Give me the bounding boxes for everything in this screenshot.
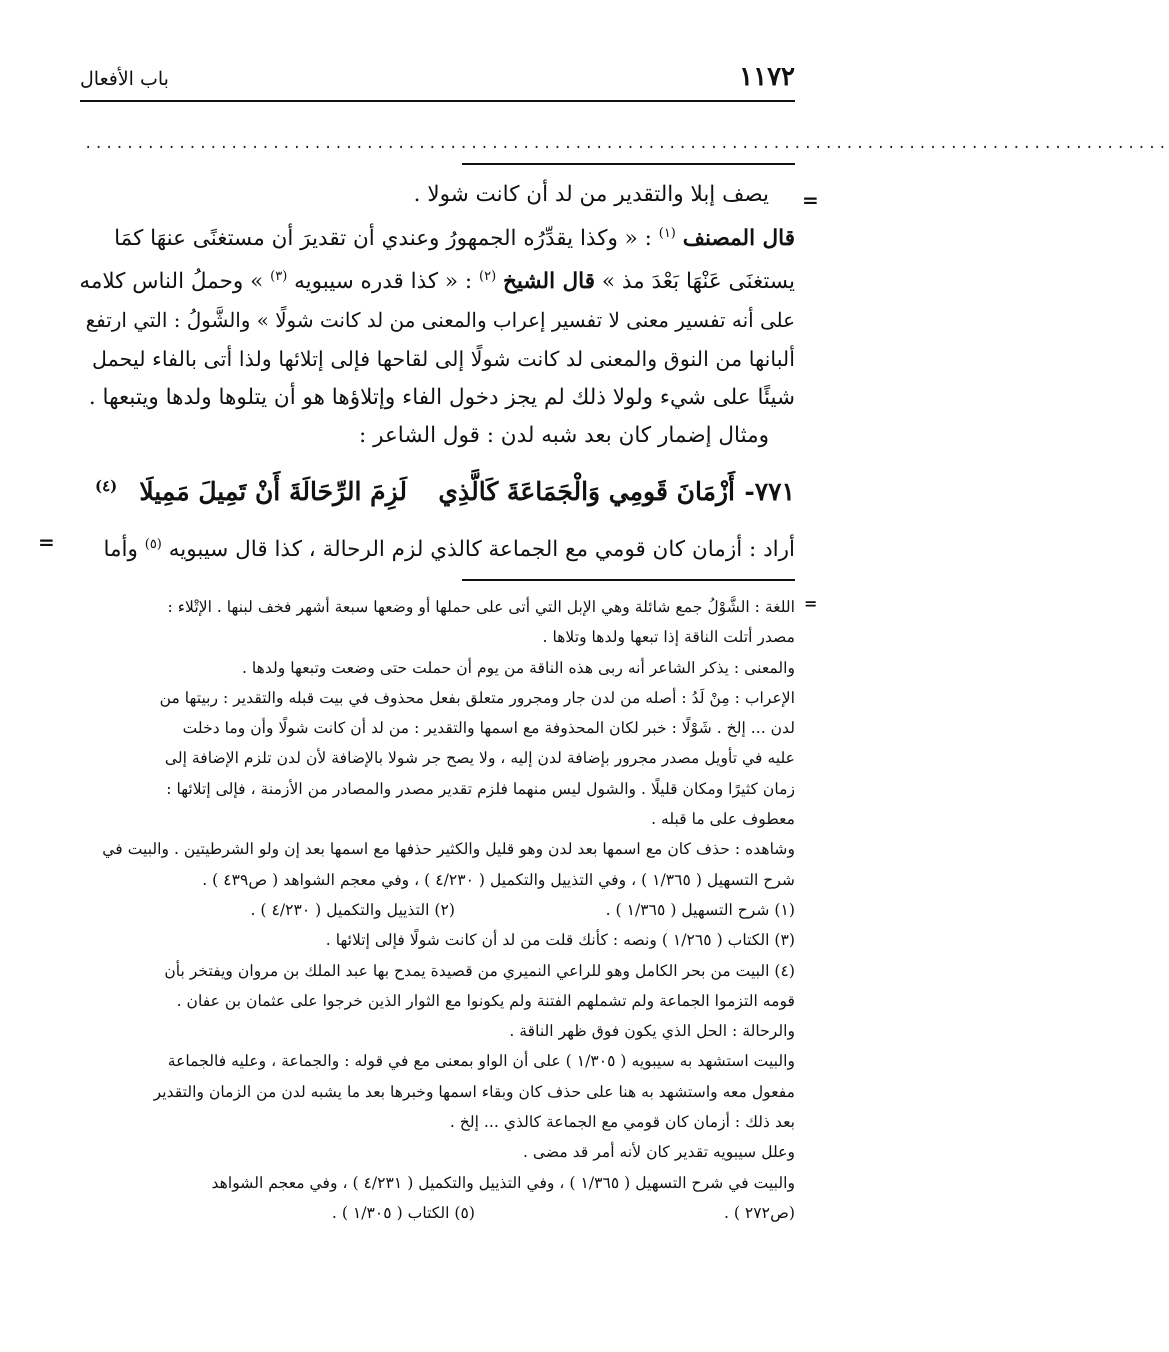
main-text (80, 176, 795, 456)
footnote-line: بعد ذلك : أزمان كان قومي مع الجماعة كالذي ... إلخ . (449, 1113, 795, 1132)
footnote-line: مفعول معه واستشهد به هنا على حذف كان وبقاء اسمها وخبرها بعد ما يشبه لدن من الزمان والتقدير (153, 1082, 795, 1101)
main-line: ألبانها من النوق والمعنى لد كانت شولًا إلى لقاحها فإلى إتلائها ولذا أتى بالفاء ليحمل (91, 347, 795, 372)
footnote-rule (462, 579, 795, 581)
running-header (80, 62, 795, 98)
footnote-line: والرحالة : الحل الذي يكون فوق ظهر الناقة . (509, 1022, 795, 1041)
footnote-line: الإعراب : مِنْ لَدُ : أصله من لدن جار ومجرور متعلق بفعل محذوف في بيت قبله والتقدير : ربيتها من (159, 688, 795, 707)
main-line (80, 526, 795, 570)
footnote-line: (٤) البيت من بحر الكامل وهو للراعي النميري من قصيدة يمدح بها عبد الملك بن مروان ويفتخر بأن (164, 961, 795, 980)
footnote-line: اللغة : الشَّوْلُ جمع شائلة وهي الإبل التي أتى على حملها أو وضعها سبعة أشهر فخف لبنها . الإتْلاء : (167, 598, 795, 616)
main-line: شيئًا على شيء ولولا ذلك لم يجز دخول الفاء وإتلاؤها هو أن يتلوها ولدها ويتبعها . (88, 384, 795, 410)
main-line: ومثال إضمار كان بعد شبه لدن : قول الشاعر : (359, 423, 769, 449)
main-line: على أنه تفسير معنى لا تفسير إعراب والمعنى من لد كانت شولًا » والشَّولُ : التي ارتفع (85, 308, 795, 332)
sheikh-label: قال الشيخ (502, 269, 595, 295)
quote-text: : « كذا قدره سيبويه (294, 269, 473, 295)
footnote-line: مصدر أتلت الناقة إذا تبعها ولدها وتلاها . (542, 628, 795, 647)
footnote-refs-row (80, 895, 795, 925)
footnote-ref: (٢) (479, 269, 497, 285)
notes-continuation-marker: = (804, 594, 818, 613)
footnote-line: والمعنى : يذكر الشاعر أنه ربى هذه الناقة من يوم أن حملت حتى وضعت وتبعها ولدها . (241, 658, 795, 677)
continuation-rule (462, 163, 795, 165)
footnote-line: شرح التسهيل ( ١/٣٦٥ ) ، وفي التذييل والتكميل ( ٤/٢٣٠ ) ، وفي معجم الشواهد ( ص٤٣٩ ) . (202, 870, 795, 889)
footnote-line: والبيت في شرح التسهيل ( ١/٣٦٥ ) ، وفي التذييل والتكميل ( ٤/٢٣١ ) ، وفي معجم الشواهد (211, 1173, 795, 1192)
verse-hemistich-first: أَزْمَانَ قَومِي وَالْجَمَاعَةَ كَالَّذِي (438, 477, 735, 506)
quote-text: : « وكذا يقدِّرُه الجمهورُ وعندي أن تقديرَ أن مستغنًى عنهَا كمَا (114, 225, 652, 251)
main-line: يصف إبلا والتقدير من لد أن كانت شولا . (413, 182, 769, 207)
chapter-title: باب الأفعال (80, 68, 169, 90)
main-line (80, 215, 795, 259)
separator-dots: ........................................................................................................ (84, 136, 1169, 152)
footnote-5: (٥) الكتاب ( ١/٣٠٥ ) . (331, 1203, 475, 1222)
verse-number: ٧٧١- (744, 477, 795, 506)
poetry-verse (95, 477, 795, 521)
footnote-line: عليه في تأويل مصدر مجرور بإضافة لدن إليه ، ولا يصح جر شولا بالإضافة لأن لدن تلزم الإضافة إلى (164, 749, 795, 768)
footnote-ref: (٥) (144, 537, 162, 552)
footnote-refs-row (80, 1198, 795, 1228)
footnote-line: وشاهده : حذف كان مع اسمها بعد لدن وهو قليل والكثير حذفها مع اسمها بعد إن ولو الشرطيتين . والبيت في (102, 840, 795, 859)
footnote-line: لدن ... إلخ . شَوْلًا : خبر لكان المحذوفة مع اسمها والتقدير : من لد أن كانت شولًا وأن وما دخلت (182, 719, 795, 738)
footnote-line: والبيت استشهد به سيبويه ( ١/٣٠٥ ) على أن الواو بمعنى مع في قوله : والجماعة ، وعليه فالجماعة (167, 1052, 795, 1071)
continuation-marker: = (802, 188, 819, 212)
footnote-line: (٣) الكتاب ( ١/٢٦٥ ) ونصه : كأنك قلت من لد أن كانت شولًا فإلى إتلائها . (325, 931, 795, 950)
explanation-text: أراد : أزمان كان قومي مع الجماعة كالذي لزم الرحالة ، كذا قال سيبويه (168, 537, 795, 563)
author-label: قال المصنف (682, 225, 795, 251)
verse-hemistich-second: لَزِمَ الرِّحَالَةَ أَنْ تَمِيلَ مَمِيلَا (139, 477, 407, 506)
footnote-ref: (٣) (270, 269, 288, 285)
main-line (80, 258, 795, 302)
footnote-ref: (٤) (95, 477, 118, 495)
footnote-ref: (١) (658, 225, 676, 241)
footnote-line: معطوف على ما قبله . (651, 810, 795, 829)
footnote-line: وعلل سيبويه تقدير كان لأنه أمر قد مضى . (522, 1143, 795, 1162)
footnotes (80, 592, 795, 1228)
footnote-line: زمان كثيرًا ومكان قليلًا . والشول ليس منهما فلزم تقدير مصدر والمصادر من الأزمنة ، فإلى إتلائها : (166, 779, 795, 798)
explanation-text: وأما (103, 537, 138, 563)
footnote-continuation: (ص٢٧٢ ) . (723, 1203, 795, 1222)
quote-text: يستغنَى عَنْهَا بَعْدَ مذ » (601, 269, 795, 295)
page-number: ١١٧٢ (739, 62, 795, 92)
after-verse-text (80, 526, 795, 570)
header-rule (80, 100, 795, 102)
footnote-line: قومه التزموا الجماعة ولم تشملهم الفتنة ولم يكونوا مع الثوار الذين خرجوا على عثمان بن عفان . (176, 991, 795, 1010)
footnote-1: (١) شرح التسهيل ( ١/٣٦٥ ) . (605, 900, 795, 919)
footnote-2: (٢) التذييل والتكميل ( ٤/٢٣٠ ) . (250, 900, 455, 919)
continuation-marker: = (38, 530, 55, 554)
quote-text: » وحملُ الناس كلامه (79, 269, 264, 295)
